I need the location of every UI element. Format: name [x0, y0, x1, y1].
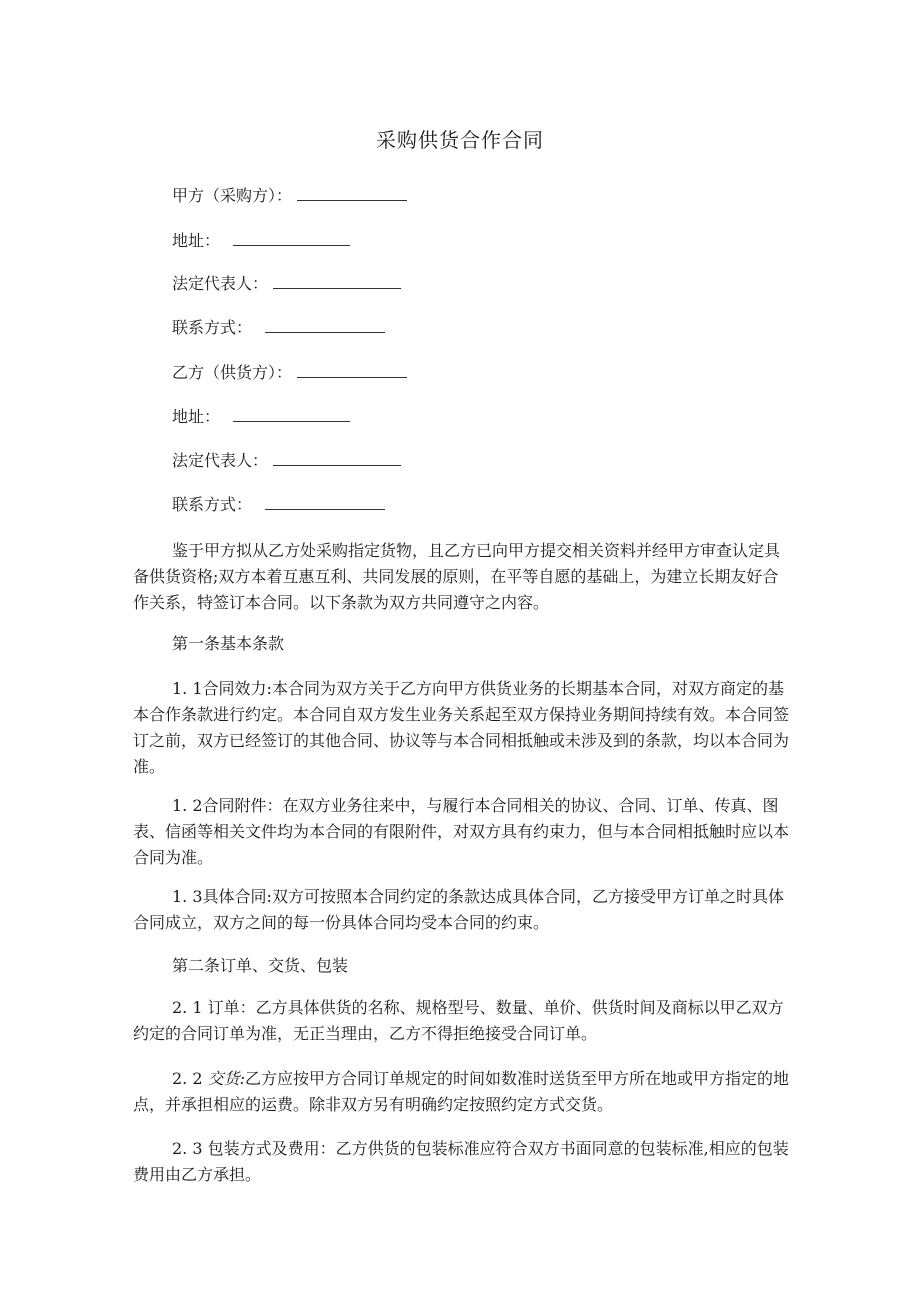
document-title: 采购供货合作合同 — [376, 128, 544, 152]
clause-2-3-label: 2. 3 包装方式及费用： — [172, 1139, 336, 1158]
clause-2-1 — [133, 995, 793, 1047]
preamble-paragraph: 鉴于甲方拟从乙方处采购指定货物，且乙方已向甲方提交相关资料并经甲方审查认定具备供货资格;双方本着互惠互利、共同发展的原则，在平等自愿的基础上，为建立长期友好合作关系，特签订本合同。以下条款为双方共同遵守之内容。 — [133, 541, 781, 612]
party-a-contact-field — [172, 316, 385, 340]
clause-2-1-text: 乙方具体供货的名称、规格型号、数量、单价、供货时间及商标以甲乙双方约定的合同订单为准，无正当理由，乙方不得拒绝接受合同订单。 — [133, 998, 784, 1043]
clause-2-2-italic-label: 交货: — [207, 1069, 246, 1088]
clause-2-1-label: 2. 1 订单： — [172, 998, 256, 1017]
clause-2-2-label: 2. 2 — [172, 1069, 208, 1088]
party-b-rep-blank[interactable] — [273, 449, 401, 466]
clause-2-2-text: 乙方应按甲方合同订单规定的时间如数准时送货至甲方所在地或甲方指定的地点，并承担相应的运费。除非双方另有明确约定按照约定方式交货。 — [133, 1069, 790, 1114]
party-b-field — [172, 361, 407, 385]
party-a-address-field — [172, 229, 350, 253]
party-b-contact-field — [172, 493, 385, 517]
party-a-field — [172, 184, 407, 208]
party-b-contact-blank[interactable] — [265, 493, 385, 510]
party-a-address-blank[interactable] — [233, 229, 350, 246]
clause-1-2 — [133, 793, 793, 871]
party-a-rep-label: 法定代表人： — [172, 274, 269, 293]
clause-1-3-text: 双方可按照本合同约定的条款达成具体合同，乙方接受甲方订单之时具体合同成立，双方之间的每一份具体合同均受本合同的约束。 — [133, 887, 784, 932]
party-b-label: 乙方（供货方）： — [172, 363, 293, 382]
party-a-label: 甲方（采购方）： — [172, 186, 293, 205]
article-2-heading: 第二条订单、交货、包装 — [172, 956, 349, 975]
party-a-blank[interactable] — [297, 184, 407, 201]
party-a-contact-blank[interactable] — [265, 316, 385, 333]
party-b-address-field — [172, 405, 350, 429]
clause-2-3 — [133, 1136, 793, 1188]
clause-1-1 — [133, 676, 793, 780]
clause-1-1-label: 1. 1合同效力: — [172, 679, 272, 698]
clause-2-3-text: 乙方供货的包装标准应符合双方书面同意的包装标准,相应的包装费用由乙方承担。 — [133, 1139, 789, 1184]
party-b-address-blank[interactable] — [233, 405, 350, 422]
article-1-heading: 第一条基本条款 — [172, 634, 285, 653]
party-a-rep-field — [172, 272, 401, 296]
clause-2-2 — [133, 1066, 793, 1118]
clause-1-3-label: 1. 3具体合同: — [172, 887, 272, 906]
party-b-blank[interactable] — [297, 361, 407, 378]
party-b-rep-label: 法定代表人： — [172, 451, 269, 470]
party-b-contact-label: 联系方式： — [172, 495, 253, 514]
clause-1-2-label: 1. 2合同附件： — [172, 796, 283, 815]
party-a-address-label: 地址： — [172, 231, 221, 250]
clause-1-2-text: 在双方业务往来中，与履行本合同相关的协议、合同、订单、传真、图表、信函等相关文件均为本合同的有限附件，对双方具有约束力，但与本合同相抵触时应以本合同为准。 — [133, 796, 790, 867]
party-b-address-label: 地址： — [172, 407, 221, 426]
party-a-rep-blank[interactable] — [273, 272, 401, 289]
clause-1-1-text: 本合同为双方关于乙方向甲方供货业务的长期基本合同，对双方商定的基本合作条款进行约定。本合同自双方发生业务关系起至双方保持业务期间持续有效。本合同签订之前，双方已经签订的其他合同、协议等与本合同相抵触或未涉及到的条款，均以本合同为准。 — [133, 679, 790, 776]
party-a-contact-label: 联系方式： — [172, 318, 253, 337]
party-b-rep-field — [172, 449, 401, 473]
clause-1-3 — [133, 884, 793, 936]
